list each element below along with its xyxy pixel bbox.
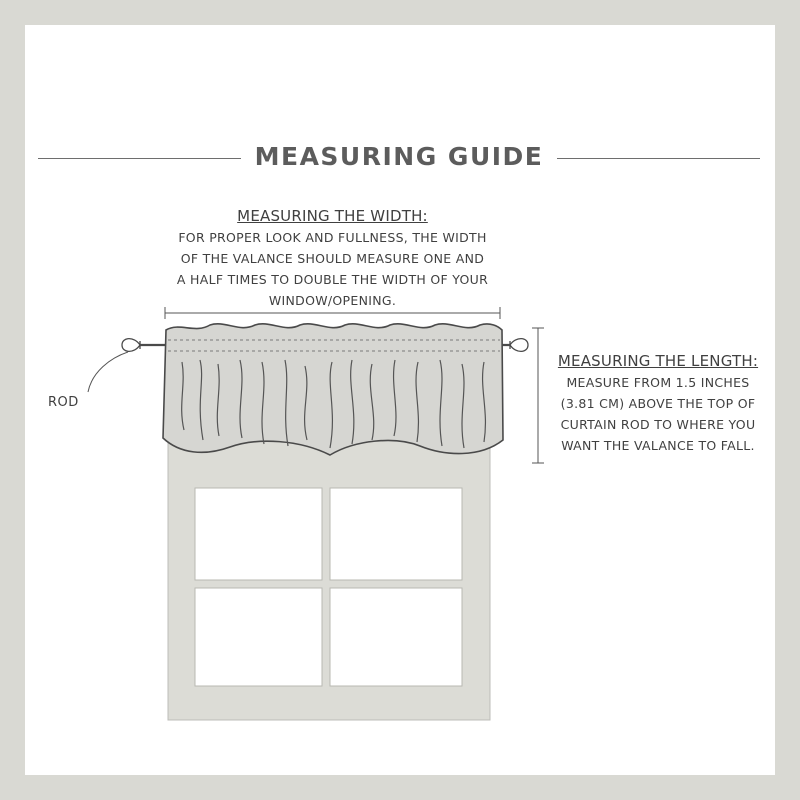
length-line: MEASURE FROM 1.5 INCHES bbox=[566, 375, 750, 390]
rod-finial-right bbox=[510, 339, 528, 352]
rod-finial-left bbox=[122, 339, 140, 352]
length-dimension-line bbox=[532, 328, 544, 463]
rod-pointer-line bbox=[88, 352, 128, 392]
width-line: OF THE VALANCE SHOULD MEASURE ONE AND bbox=[180, 251, 485, 266]
page-title: MEASURING GUIDE bbox=[241, 142, 558, 171]
length-line: CURTAIN ROD TO WHERE YOU bbox=[560, 417, 756, 432]
width-line: FOR PROPER LOOK AND FULLNESS, THE WIDTH bbox=[178, 230, 487, 245]
valance-fabric bbox=[163, 324, 503, 455]
window-pane bbox=[330, 488, 462, 580]
length-heading: MEASURING THE LENGTH: bbox=[557, 352, 759, 370]
width-line: A HALF TIMES TO DOUBLE THE WIDTH OF YOUR bbox=[176, 272, 489, 287]
window-pane bbox=[195, 488, 322, 580]
window-pane bbox=[195, 588, 322, 686]
valance-panel bbox=[163, 324, 503, 455]
width-dimension-line bbox=[165, 307, 500, 319]
width-heading: MEASURING THE WIDTH: bbox=[237, 207, 428, 225]
length-line: (3.81 CM) ABOVE THE TOP OF bbox=[560, 396, 756, 411]
rod-label: ROD bbox=[48, 395, 79, 410]
window-illustration bbox=[168, 440, 490, 720]
width-line: WINDOW/OPENING. bbox=[268, 293, 397, 308]
length-line: WANT THE VALANCE TO FALL. bbox=[561, 438, 755, 453]
window-pane bbox=[330, 588, 462, 686]
